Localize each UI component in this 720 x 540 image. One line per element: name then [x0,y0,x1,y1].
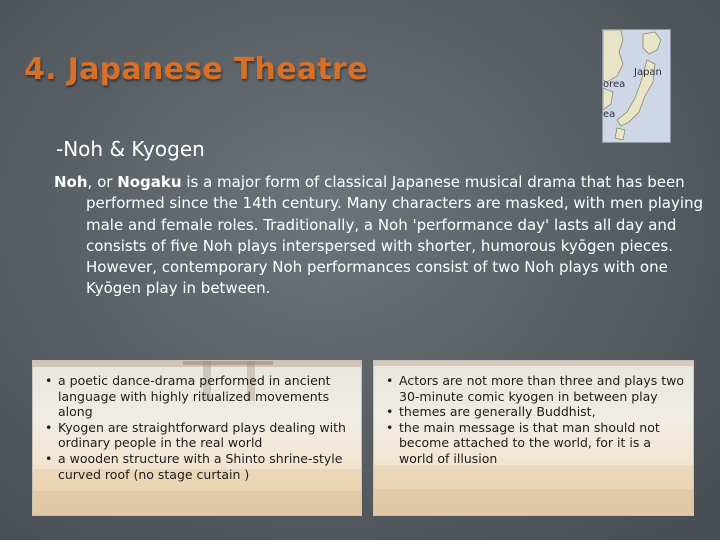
right-info-box [373,360,694,516]
list-item: • themes are generally Buddhist, [385,404,685,420]
map-label-sea: ea [603,109,616,120]
description-paragraph [54,172,714,300]
list-item: • a poetic dance-drama performed in ancient language with highly ritualized movements along [44,373,353,420]
left-bullet-list [44,373,353,482]
map-label-korea: orea [603,79,626,90]
list-item: • the main message is that man should not become attached to the world, for it is a world of illusion [385,420,685,467]
term-separator: , or [87,173,118,191]
right-bullet-list [385,373,685,467]
map-label-japan: Japan [634,67,662,78]
left-info-box [32,360,362,516]
list-item: • Actors are not more than three and plays two 30-minute comic kyogen in between play [385,373,685,404]
list-item: • a wooden structure with a Shinto shrine-style curved roof (no stage curtain ) [44,451,353,482]
list-item: • Kyogen are straightforward plays dealing with ordinary people in the real world [44,420,353,451]
term-noh: Noh [54,173,88,191]
slide-title: 4. Japanese Theatre [24,52,368,87]
term-nogaku: Nogaku [117,173,182,191]
section-subtitle: -Noh & Kyogen [56,137,205,161]
description-text: is a major form of classical Japanese musical drama that has been performed since the 14th century. Many characters are masked, with men playing male and female roles. Traditionally, a Noh 'performance day' lasts all day and consists of five Noh plays interspersed with shorter, humorous kyōgen pieces. However, contemporary Noh performances consist of two Noh plays with one Kyōgen play in between. [86,173,704,298]
japan-map-image [602,29,671,143]
